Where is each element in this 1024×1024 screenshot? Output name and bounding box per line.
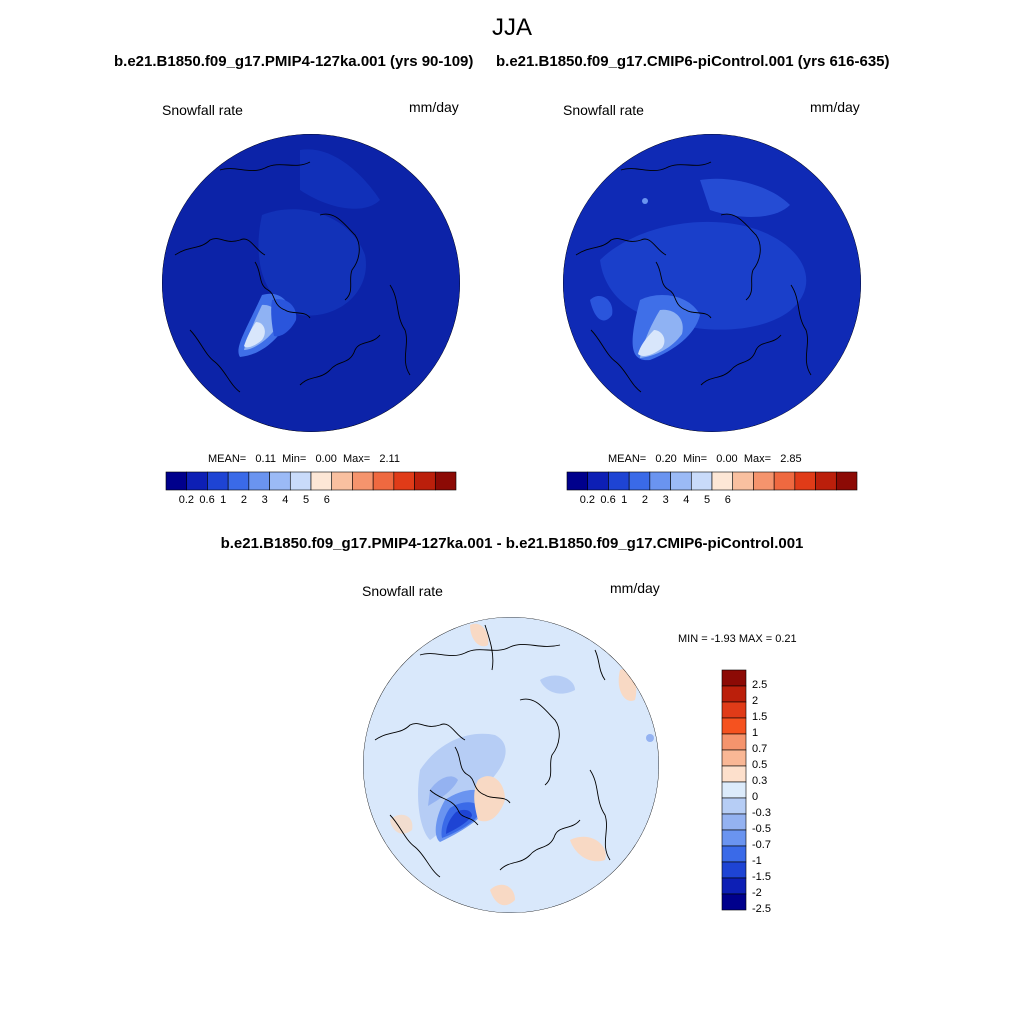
- colorbar-tick-label: 1: [220, 494, 227, 506]
- left-units-label: mm/day: [409, 99, 459, 115]
- left-max-label: Max=: [342, 453, 371, 465]
- left-panel-title: b.e21.B1850.f09_g17.PMIP4-127ka.001 (yrs 90-109): [114, 53, 474, 70]
- colorbar-swatch: [722, 766, 746, 782]
- left-min-label: Min=: [282, 453, 307, 465]
- colorbar-tick-label: 6: [724, 494, 731, 506]
- colorbar-tick-label: 1: [752, 727, 759, 739]
- colorbar-swatch: [722, 782, 746, 798]
- colorbar-tick-label: 0.3: [752, 775, 768, 787]
- colorbar-tick-label: 6: [323, 494, 330, 506]
- colorbar-tick-label: -0.5: [752, 823, 771, 835]
- right-panel-title: b.e21.B1850.f09_g17.CMIP6-piControl.001 (yrs 616-635): [496, 53, 890, 70]
- colorbar-tick-label: -1: [752, 855, 762, 867]
- colorbar-swatch: [722, 894, 746, 910]
- diff-variable-label: Snowfall rate: [362, 583, 443, 599]
- left-mean-value: 0.11: [255, 453, 276, 465]
- colorbar-swatch: [722, 750, 746, 766]
- colorbar-tick-label: -2.5: [752, 903, 771, 915]
- colorbar-tick-label: 3: [261, 494, 268, 506]
- colorbar-tick-label: 1.5: [752, 711, 768, 723]
- colorbar-tick-label: -2: [752, 887, 762, 899]
- right-max-label: Max=: [743, 453, 772, 465]
- colorbar-swatch: [722, 734, 746, 750]
- colorbar-tick-label: -0.7: [752, 839, 771, 851]
- colorbar-tick-label: 2.5: [752, 679, 768, 691]
- diff-stats: MIN = -1.93 MAX = 0.21: [678, 633, 797, 645]
- right-min-value: 0.00: [716, 453, 738, 465]
- diff-units-label: mm/day: [610, 580, 660, 596]
- colorbar-swatch: [722, 830, 746, 846]
- colorbar-tick-label: 0.2: [178, 494, 194, 506]
- left-max-value: 2.11: [379, 453, 400, 465]
- right-min-label: Min=: [682, 453, 708, 465]
- colorbar-tick-label: 0.2: [579, 494, 595, 506]
- colorbar-tick-label: 5: [704, 494, 711, 506]
- colorbar-tick-label: 3: [662, 494, 669, 506]
- colorbar-tick-label: 0.6: [199, 494, 215, 506]
- colorbar-swatch: [722, 846, 746, 862]
- colorbar-swatch: [722, 670, 746, 686]
- left-variable-label: Snowfall rate: [162, 102, 243, 118]
- colorbar-tick-label: 4: [683, 494, 690, 506]
- colorbar-swatch: [722, 814, 746, 830]
- colorbar-swatch: [722, 862, 746, 878]
- colorbar-tick-label: 2: [641, 494, 648, 506]
- colorbar-tick-label: -0.3: [752, 807, 771, 819]
- colorbar-swatch: [722, 702, 746, 718]
- diff-colorbar: [722, 670, 746, 910]
- colorbar-tick-label: 5: [303, 494, 310, 506]
- diff-panel-title: b.e21.B1850.f09_g17.PMIP4-127ka.001 - b.e21.B1850.f09_g17.CMIP6-piControl.001: [220, 535, 804, 552]
- colorbar-tick-label: 1: [621, 494, 628, 506]
- right-mean-label: MEAN=: [608, 453, 647, 465]
- colorbar-tick-label: 0.7: [752, 743, 768, 755]
- left-mean-label: MEAN=: [208, 453, 247, 465]
- right-variable-label: Snowfall rate: [563, 102, 644, 118]
- colorbar-swatch: [722, 686, 746, 702]
- colorbar-tick-label: 0: [752, 791, 759, 803]
- colorbar-swatch: [722, 718, 746, 734]
- colorbar-swatch: [722, 798, 746, 814]
- colorbar-tick-label: 2: [240, 494, 247, 506]
- page-title: JJA: [491, 14, 532, 41]
- colorbar-tick-label: 0.5: [752, 759, 768, 771]
- right-max-value: 2.85: [780, 453, 802, 465]
- colorbar-tick-label: 2: [752, 695, 759, 707]
- right-units-label: mm/day: [810, 99, 860, 115]
- right-mean-value: 0.20: [655, 453, 677, 465]
- colorbar-tick-label: 0.6: [600, 494, 616, 506]
- colorbar-tick-label: -1.5: [752, 871, 771, 883]
- colorbar-swatch: [722, 878, 746, 894]
- left-min-value: 0.00: [315, 453, 337, 465]
- diff-colorbar-ticks: [752, 670, 792, 915]
- colorbar-tick-label: 4: [282, 494, 289, 506]
